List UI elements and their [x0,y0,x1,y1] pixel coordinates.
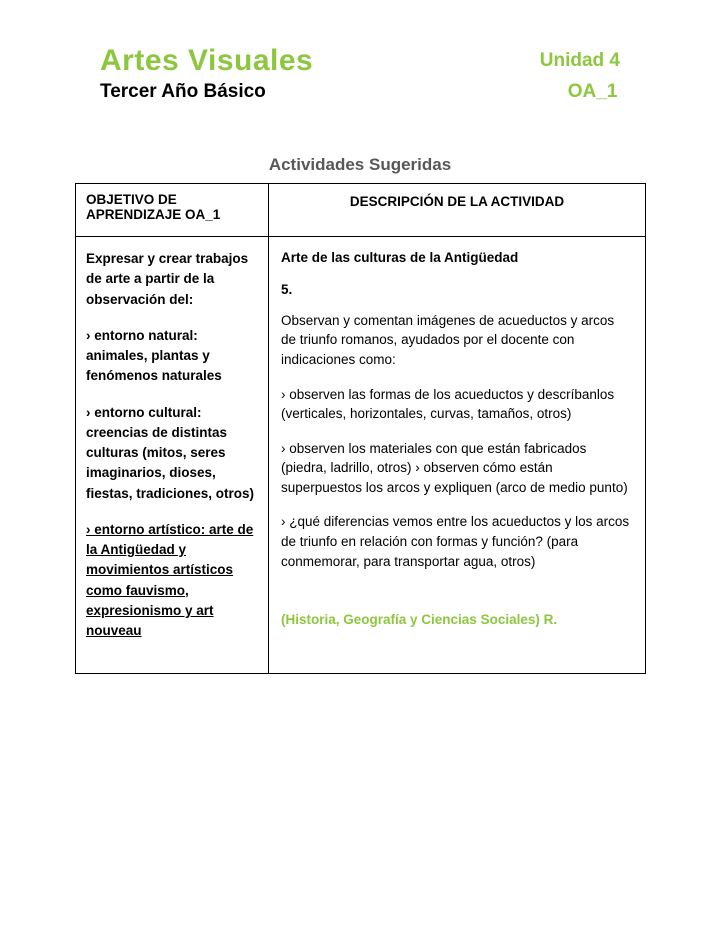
objective-column-header: OBJETIVO DE APRENDIZAJE OA_1 [76,184,269,237]
oa-label: OA_1 [567,80,618,102]
header-right-block [540,44,620,103]
table-body-row [76,237,646,674]
activities-table [75,183,646,674]
objective-item-artistico: › entorno artístico: arte de la Antigüedad y movimientos artísticos como fauvismo, expresionismo y art nouveau [86,521,254,638]
table-header-row [76,184,646,237]
objective-item-cultural: › entorno cultural: creencias de distintas culturas (mitos, seres imaginarios, dioses, fiestas, tradiciones, otros) [86,404,255,501]
activity-paragraph: › observen las formas de los acueductos y descríbanlos (verticales, horizontales, curvas, tamaños, otros) [281,386,615,422]
header-left-block [100,44,313,103]
activity-paragraph: Observan y comentan imágenes de acueductos y arcos de triunfo romanos, ayudados por el docente con indicaciones como: [281,312,615,368]
objective-intro: Expresar y crear trabajos de arte a partir de la observación del: [86,251,249,307]
cross-reference-note: (Historia, Geografía y Ciencias Sociales) R. [281,612,558,628]
unit-label: Unidad 4 [539,50,620,71]
subject-title: Artes Visuales [100,44,314,77]
grade-subtitle: Tercer Año Básico [100,81,266,102]
description-column-header: DESCRIPCIÓN DE LA ACTIVIDAD [269,184,646,237]
activity-number: 5. [281,281,293,297]
description-cell [269,237,646,674]
document-header [0,0,720,103]
section-title: Actividades Sugeridas [268,155,452,174]
activity-paragraph: › ¿qué diferencias vemos entre los acueductos y los arcos de triunfo en relación con formas y función? (para conmemorar, para transportar agua, otros) [281,514,630,569]
activity-title: Arte de las culturas de la Antigüedad [281,250,519,265]
activity-paragraph: › observen los materiales con que están fabricados (piedra, ladrillo, otros) › observen cómo están superpuestos los arcos y expliquen (arco de medio punto) [281,440,628,495]
objective-cell [76,237,269,674]
objective-item-natural: › entorno natural: animales, plantas y fenómenos naturales [86,327,222,384]
